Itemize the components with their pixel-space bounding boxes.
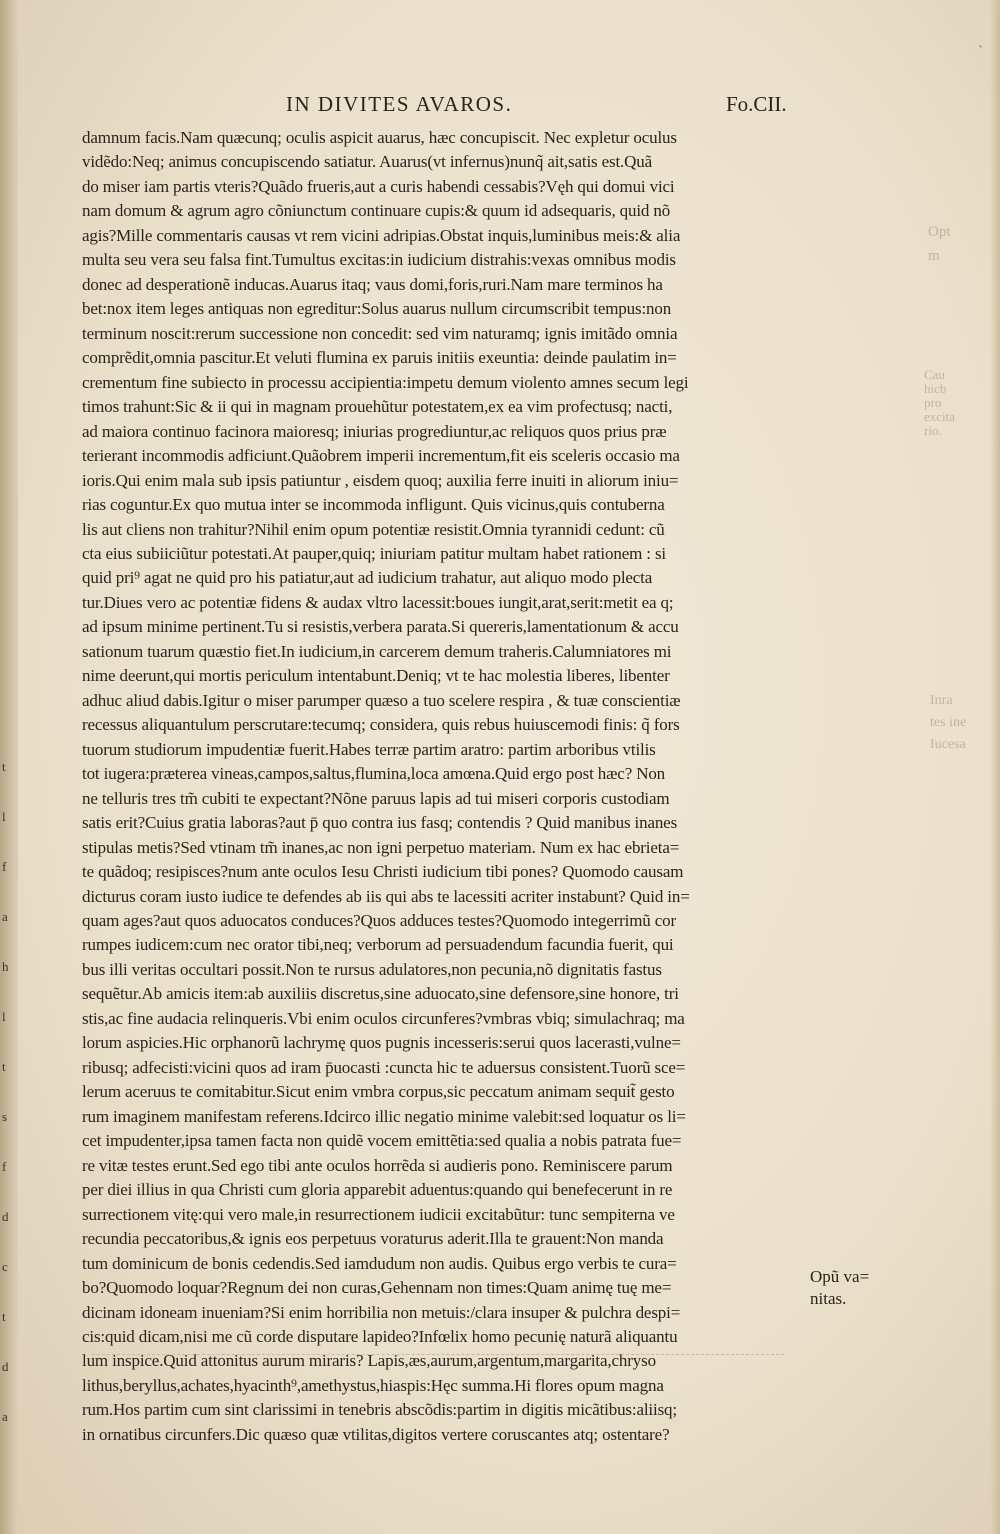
text-line: lum inspice.Quid attonitus aurum miraris? Lapis,æs,aurum,argentum,margarita,chryso — [82, 1351, 656, 1371]
edge-letter: a — [2, 909, 8, 924]
text-line: dicturus coram iusto iudice te defendes ab iis qui abs te lacessiti acriter instabunt? Quid in= — [82, 886, 690, 906]
page-edge-shadow — [990, 0, 1000, 1534]
text-line: ioris.Qui enim mala sub ipsis patiuntur , eisdem quoq; auxilia ferre inuiti in aliorum iniu= — [82, 470, 679, 490]
bleed-line: hicb — [924, 381, 947, 396]
text-line: recessus aliquantulum perscrutare:tecumq; considera, quis rebus huiuscemodi finis: q̃ fors — [82, 715, 680, 735]
text-line: in ornatibus circunfers.Dic quæso quæ vtilitas,digitos vertere coruscantes atq; ostentare? — [82, 1424, 670, 1444]
edge-letter: a — [2, 1409, 8, 1424]
text-line: ribusq; adfecisti:vicini quos ad iram p̄uocasti :cuncta hic te aduersus consistent.Tuorũ sce= — [82, 1057, 686, 1077]
text-line: lithus,beryllus,achates,hyacinth⁹,amethystus,hiaspis:Hęc summa.Hi flores opum magna — [82, 1375, 664, 1395]
edge-letter: c — [2, 1259, 8, 1274]
text-line: ad maiora continuo facinora maioresq; iniurias progrediuntur,ac reliquos quos prius præ — [82, 421, 667, 441]
bleed-line: Opt — [928, 224, 951, 240]
foot-rule — [92, 1354, 784, 1355]
corner-mark: ˋ — [978, 44, 983, 59]
text-line: cet impudenter,ipsa tamen facta non quidẽ vocem emittẽtia:sed qualia a nobis patrata fue= — [82, 1131, 682, 1151]
text-line: adhuc aliud dabis.Igitur o miser parumper quæso a tuo scelere respira , & tuæ conscientiæ — [82, 690, 681, 710]
text-line: tum dominicum de bonis cedendis.Sed iamdudum non audis. Quibus ergo verbis te cura= — [82, 1253, 677, 1273]
text-line: quid pri⁹ agat ne quid pro his patiatur,aut ad iudicium trahatur, aut aliquo modo plecta — [82, 568, 653, 588]
edge-letter: t — [2, 1309, 6, 1324]
text-line: terminum noscit:rerum successione non concedit: sed vim naturamq; ignis imitãdo omnia — [82, 323, 678, 343]
edge-letter: t — [2, 759, 6, 774]
text-line: rumpes iudicem:cum nec orator tibi,neq; verborum ad persuadendum facundia fuerit, qui — [82, 935, 674, 955]
text-line: bet:nox item leges antiquas non egreditur:Solus auarus nullum circumscribit tempus:non — [82, 299, 672, 319]
text-line: ad ipsum minime pertinent.Tu si resistis,verbera parata.Si quereris,lamentationum & accu — [82, 617, 679, 637]
text-line: multa seu vera seu falsa fint.Tumultus excitas:in iudicium distrahis:vexas omnibus modis — [82, 250, 676, 270]
text-line: agis?Mille commentaris causas vt rem vicini adripias.Obstat inquis,luminibus meis:& alia — [82, 225, 681, 245]
text-line: tuorum studiorum impudentiæ fuerit.Habes terræ partim aratro: partim arboribus vtilis — [82, 739, 656, 759]
text-line: tur.Diues vero ac potentiæ fidens & audax vltro lacessit:boues iungit,arat,serit:metit ea q; — [82, 592, 674, 612]
edge-letter: d — [2, 1209, 9, 1224]
bleed-line: excita — [924, 409, 956, 424]
edge-letter: s — [2, 1109, 8, 1124]
edge-letter: l — [2, 809, 6, 824]
text-line: tot iugera:præterea vineas,campos,saltus,flumina,loca amœna.Quid ergo post hæc? Non — [82, 764, 666, 784]
folio-number: Fo.CII. — [726, 92, 787, 116]
text-line: sationum tuarum quæstio fiet.In iudicium,in carcerem demum traheris.Calumniatores mi — [82, 641, 672, 661]
bleed-line: Iucesa — [930, 737, 966, 752]
edge-letter: t — [2, 1059, 6, 1074]
bleed-line: tes ine — [930, 715, 967, 730]
text-line: surrectionem vitę:qui vero male,in resurrectionem iudicii excitabũtur: tunc sempiterna ve — [82, 1204, 675, 1224]
edge-letter: l — [2, 1009, 6, 1024]
text-line: donec ad desperationẽ inducas.Auarus itaq; vaus domi,foris,ruri.Nam mare terminos ha — [82, 274, 663, 294]
text-line: damnum facis.Nam quæcunq; oculis aspicit auarus, hæc concupiscit. Nec expletur oculus — [82, 128, 677, 147]
text-line: rias coguntur.Ex quo mutua inter se incommoda infligunt. Quis vicinus,quis contuberna — [82, 495, 665, 515]
edge-letter: d — [2, 1359, 9, 1374]
bleed-line: m — [928, 248, 940, 264]
bleed-line: pro — [924, 395, 942, 410]
text-line: crementum fine subiecto in processu accipientia:impetu demum violento amnes secum legi — [82, 372, 689, 392]
text-line: ne telluris tres tm̃ cubiti te expectant?Nõne paruus lapis ad tui miseri corporis custodiam — [82, 788, 670, 808]
text-line: terierant incommodis adficiunt.Quãobrem imperii incrementum,fit eis sceleris occasio ma — [82, 446, 680, 466]
text-line: vidẽdo:Neq; animus concupiscendo satiatur. Auarus(vt infernus)nunq̃ ait,satis est.Quã — [82, 152, 652, 172]
text-line: cta eius subiiciũtur potestati.At pauper,quiq; iniuriam patitur multam habet rationem : si — [82, 543, 666, 563]
text-line: quam ages?aut quos aduocatos conduces?Quos adduces testes?Quomodo integerrimũ cor — [82, 911, 676, 930]
running-head: IN DIVITES AVAROS. — [286, 92, 513, 116]
text-line: bo?Quomodo loquar?Regnum dei non curas,Gehennam non times:Quam animę tuę me= — [82, 1278, 672, 1298]
facing-page-letters — [2, 742, 16, 1442]
text-line: rum imaginem manifestam referens.Idcirco illic negatio minime valebit:sed loquatur os li= — [82, 1106, 686, 1126]
text-line: comprẽdit,omnia pascitur.Et veluti flumina ex paruis initiis exeuntia: deinde paulatim in= — [82, 348, 677, 368]
text-line: recundia peccatoribus,& ignis eos perpetuus voraturus aderit.Illa te grauent:Non manda — [82, 1229, 664, 1249]
text-line: nam domum & agrum agro cõniunctum continuare cupis:& quum id adsequaris, quid nõ — [82, 201, 671, 221]
text-line: lerum aceruus te comitabitur.Sicut enim vmbra corpus,sic peccatum animam sequit̃ gesto — [82, 1082, 675, 1102]
body-text — [82, 126, 814, 1447]
text-line: te quãdoq; resipisces?num ante oculos Iesu Christi iudicium tibi pones? Quomodo causam — [82, 862, 684, 882]
text-line: lis aut cliens non trahitur?Nihil enim opum potentiæ resistit.Omnia tyrannidi cedunt: cũ — [82, 519, 665, 539]
text-line: timos trahunt:Sic & ii qui in magnam prouehũtur potestatem,ex ea vim profectusq; nacti, — [82, 397, 673, 417]
text-line: nime deerunt,qui mortis periculum intentabunt.Deniq; vt te hac molestia liberes, libenter — [82, 666, 670, 686]
text-line: cis:quid dicam,nisi me cũ corde disputare lapideo?Infœlix homo pecunię naturã aliquantu — [82, 1326, 678, 1346]
text-line: do miser iam partis vteris?Quãdo frueris,aut a curis habendi cessabis?Vęh qui domui vici — [82, 176, 675, 196]
text-line: dicinam idoneam inueniam?Si enim horribilia non metuis:/clara insuper & pulchra despi= — [82, 1302, 681, 1322]
margin-note — [810, 1266, 880, 1310]
edge-letter: f — [2, 1159, 7, 1174]
edge-letter: h — [2, 959, 9, 974]
text-line: lorum aspicies.Hic orphanorũ lachrymę quos pugnis incesseris:serui quos lacerasti,vulne= — [82, 1033, 681, 1053]
bleed-line: rio. — [924, 423, 942, 438]
margin-note-line-1: Opũ va= — [810, 1267, 870, 1286]
text-line: satis erit?Cuius gratia laboras?aut p̄ quo contra ius fasq; contendis ? Quid manibus inanes — [82, 813, 678, 833]
bleed-through-1 — [928, 220, 951, 268]
text-line: sequẽtur.Ab amicis item:ab auxiliis discretus,sine aduocato,sine defensore,sine honore, tri — [82, 984, 679, 1004]
margin-note-line-2: nitas. — [810, 1289, 847, 1308]
text-line: bus illi veritas occultari possit.Non te rursus adulatores,non pecunia,nõ dignitatis fastus — [82, 959, 662, 979]
bleed-through-3 — [930, 690, 966, 756]
bleed-line: Cau — [924, 367, 945, 382]
text-line: stis,ac fine audacia relinqueris.Vbi enim oculos circunferes?vmbras vbiq; simulachraq; ma — [82, 1008, 685, 1028]
bleed-line: Inra — [930, 693, 953, 708]
text-line: per diei illius in qua Christi cum gloria apparebit aduentus:quando qui benefecerunt in re — [82, 1180, 673, 1200]
text-line: rum.Hos partim cum sint clarissimi in tenebris abscõdis:partim in digitis micãtibus:aliisq; — [82, 1400, 677, 1420]
edge-letter: f — [2, 859, 7, 874]
text-line: stipulas metis?Sed vtinam tm̃ inanes,ac non igni perpetuo materiam. Num ex hac ebrieta= — [82, 837, 680, 857]
text-line: re vitæ testes erunt.Sed ego tibi ante oculos horrẽda si audieris pono. Reminiscere parum — [82, 1155, 673, 1175]
bleed-through-2 — [924, 368, 955, 438]
